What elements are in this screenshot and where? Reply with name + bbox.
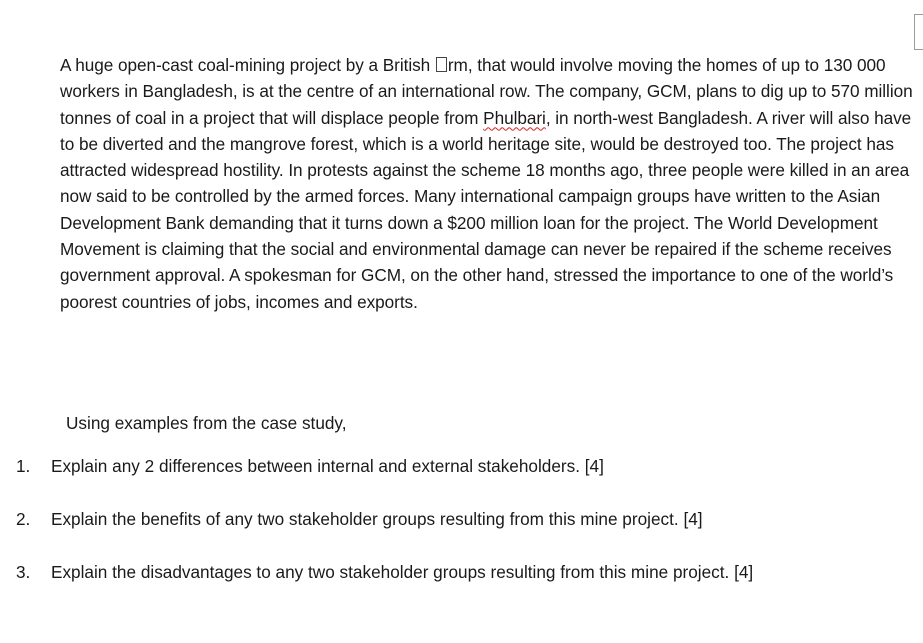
question-number: 2.	[16, 509, 31, 529]
question-text: Explain the disadvantages to any two stakeholder groups resulting from this mine project. [4]	[51, 562, 754, 582]
question-number: 1.	[16, 456, 31, 476]
case-study-paragraph	[60, 52, 916, 315]
question-text: Explain any 2 differences between internal and external stakeholders. [4]	[51, 456, 604, 476]
case-study-text-part1: A huge open-cast coal-mining project by a British	[60, 55, 435, 75]
question-text: Explain the benefits of any two stakeholder groups resulting from this mine project. [4]	[51, 509, 703, 529]
question-prompt: Using examples from the case study,	[66, 413, 347, 433]
missing-glyph-icon	[436, 57, 447, 72]
case-study-text-part3: , in north-west Bangladesh. A river will also have to be diverted and the mangrove forest, which is a world heritage site, would be destroyed too. The project has attracted widespread hostility. In protests against the scheme 18 months ago, three people were killed in an area now said to be controlled by the armed forces. Many international campaign groups have written to the Asian Development Bank demanding that it turns down a $200 million loan for the project. The World Development Movement is claiming that the social and environmental damage can never be repaired if the scheme receives government approval. A spokesman for GCM, on the other hand, stressed the importance to one of the world’s poorest countries of jobs, incomes and exports.	[60, 107, 912, 312]
case-study-text-part2: rm, that would involve moving the homes of up to 130 000 workers in Bangladesh, is at the centre of an international row. The company, GCM, plans to dig up to 570 million tonnes of coal in a project that will displace people from	[60, 55, 913, 128]
spellcheck-flagged-word[interactable]: Phulbari	[483, 107, 546, 128]
question-number: 3.	[16, 562, 31, 582]
page-edge	[914, 14, 923, 50]
